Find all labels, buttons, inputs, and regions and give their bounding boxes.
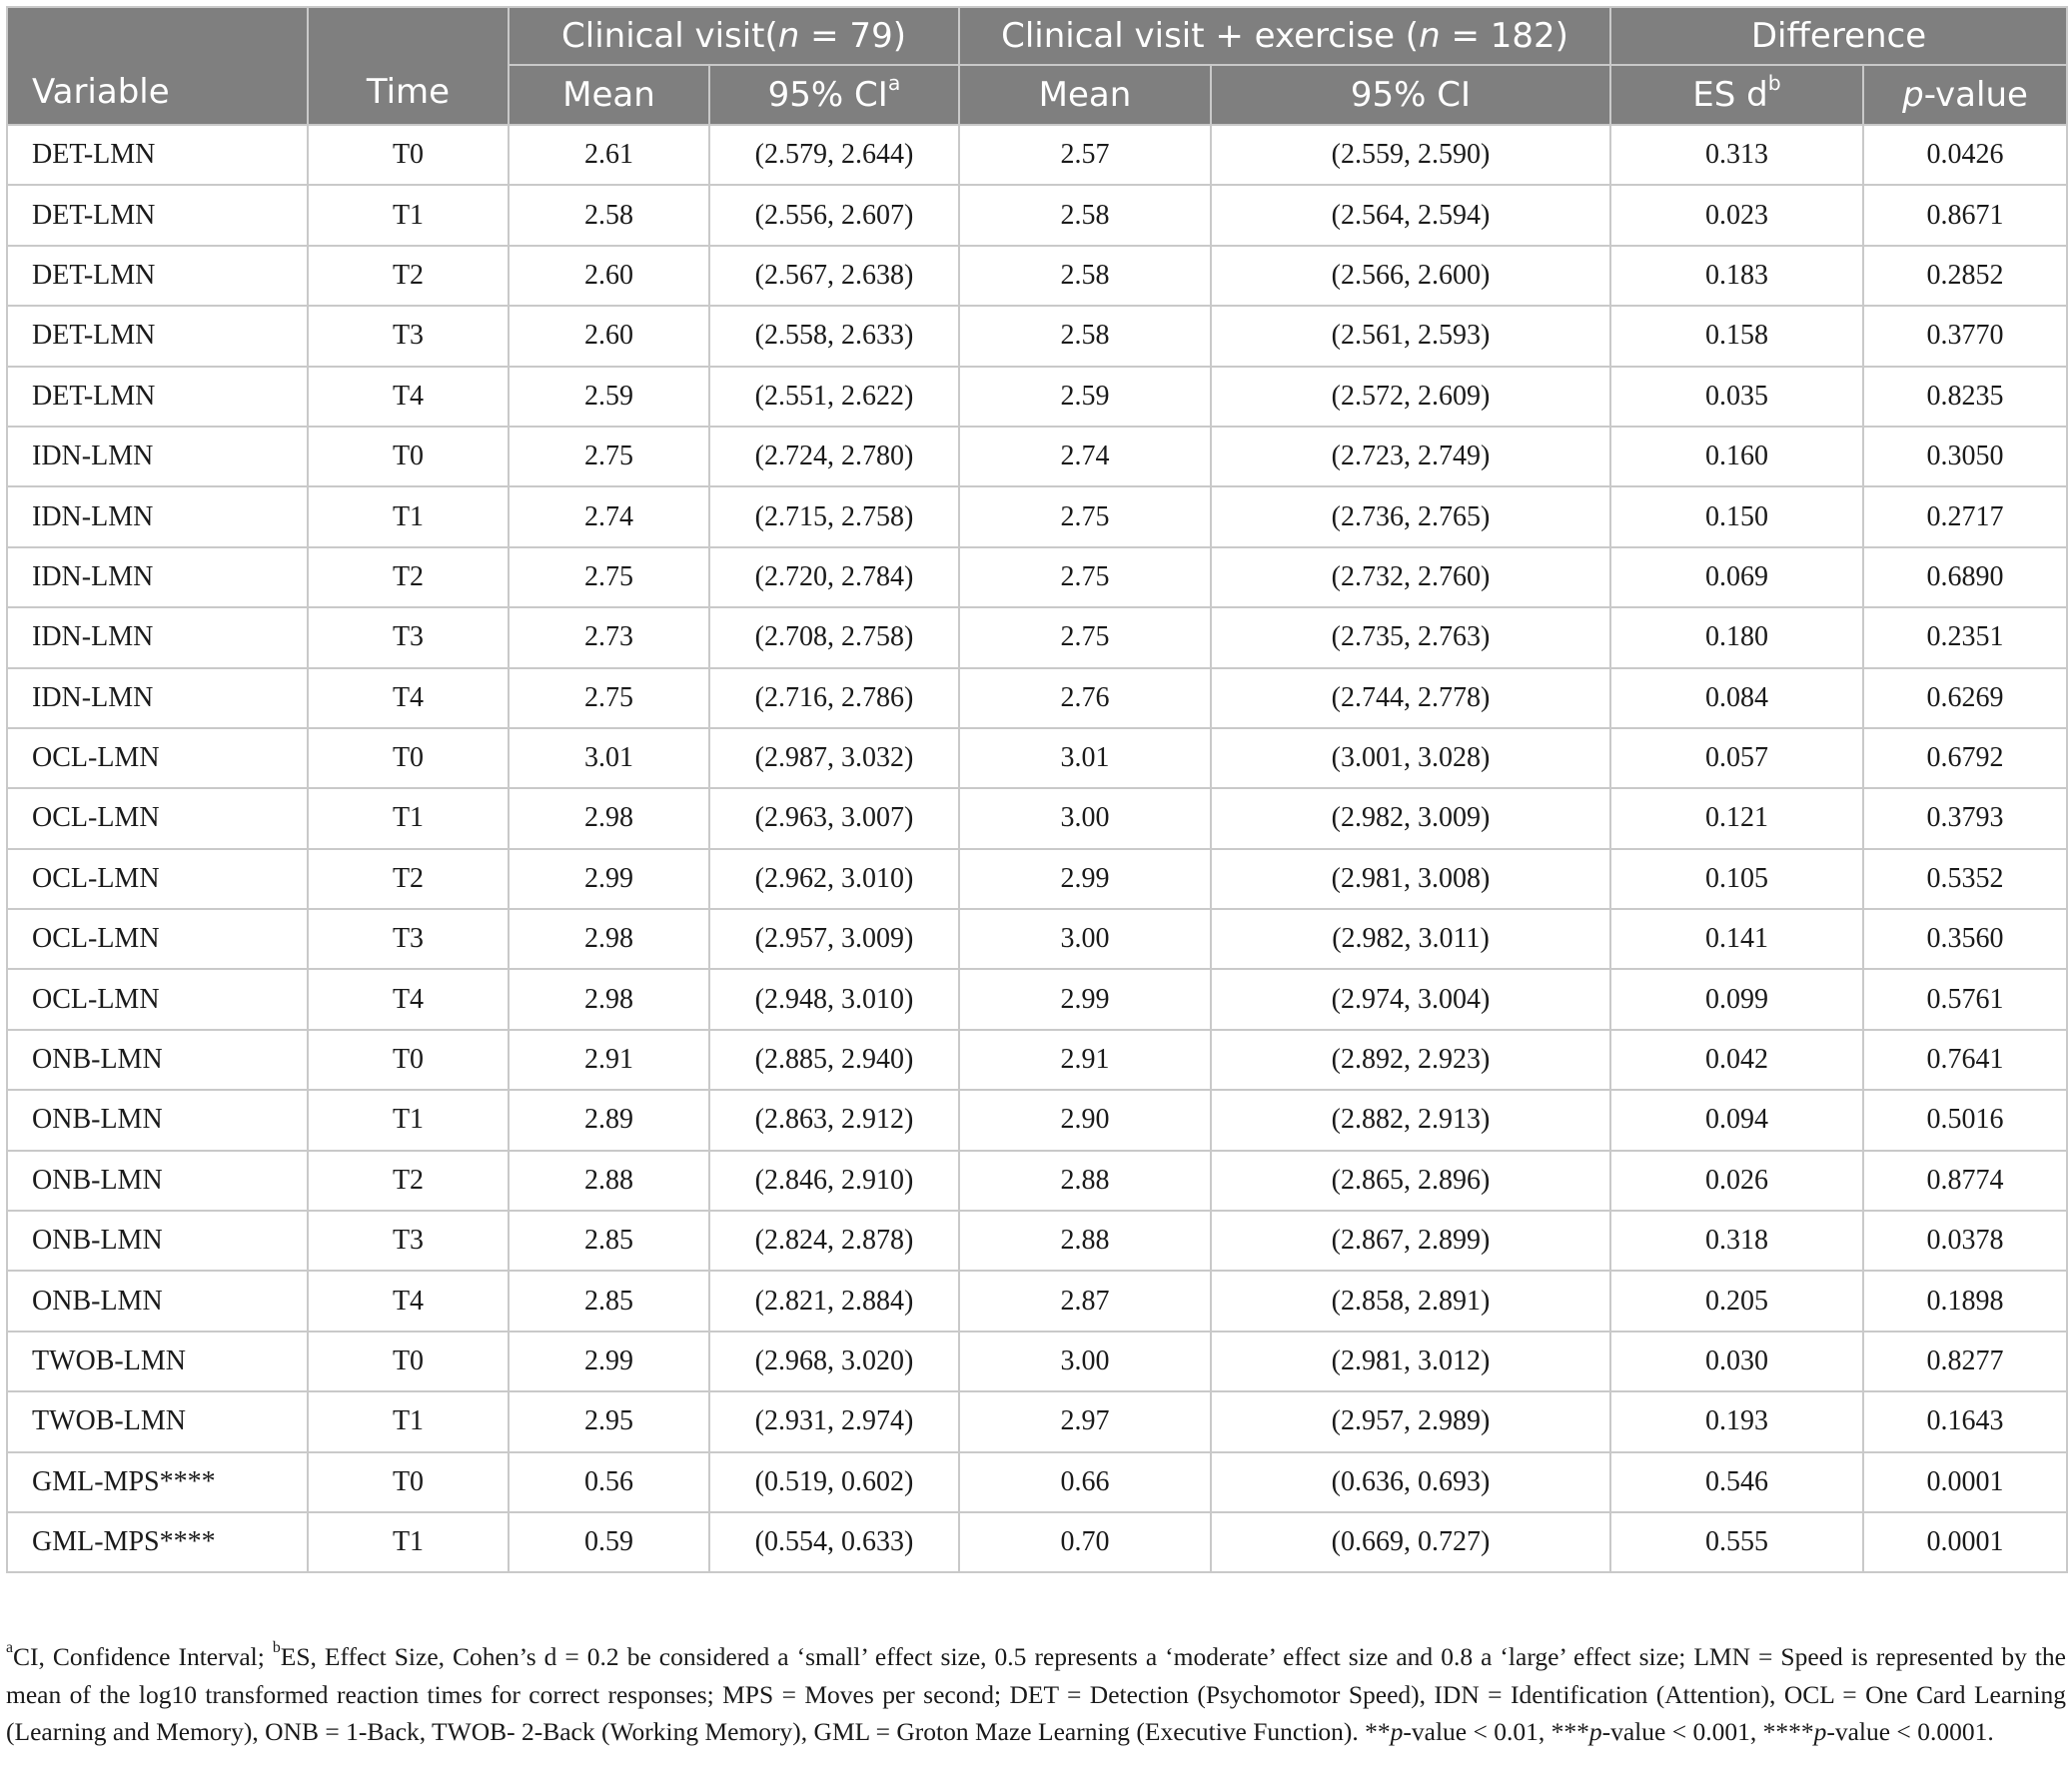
ci-exercise-cell: (2.736, 2.765) [1211,486,1610,546]
effect-size-cell: 0.141 [1610,909,1863,969]
ci-clinical-cell: (2.821, 2.884) [709,1271,959,1331]
effect-size-cell: 0.160 [1610,427,1863,486]
mean-clinical-cell: 2.74 [509,486,709,546]
mean-exercise-cell: 0.66 [959,1452,1211,1512]
p-value-cell: 0.8235 [1863,367,2067,427]
table-row [7,367,2067,427]
ci-clinical-cell: (2.863, 2.912) [709,1090,959,1150]
mean-clinical-cell: 2.75 [509,668,709,728]
variable-cell: OCL-LMN [7,909,308,969]
p-value-cell: 0.6890 [1863,547,2067,607]
table-footnote: $^a$CI, Confidence Interval; $^b$ES, Effect Size, Cohen’s d = 0.2 be considered a ‘small’ effect size, 0.5 represents a ‘moderate’ effect size and 0.8 a ‘large’ effect size; LMN = Speed is represented by the mean of the log10 transformed reaction times for correct responses; MPS = Moves per second; DET = Detection (Psychomotor Speed), IDN = Identification (Attention), OCL = One Card Learning (Learning and Memory), ONB = 1-Back, TWOB- 2-Back (Working Memory), GML = Groton Maze Learning (Executive Function). **p-value < 0.01, ***p-value < 0.001, ****p-value < 0.0001. [6,1639,2066,1746]
p-value-cell: 0.2852 [1863,246,2067,306]
ci-exercise-cell: (2.882, 2.913) [1211,1090,1610,1150]
ci-clinical-cell: (2.724, 2.780) [709,427,959,486]
variable-cell: IDN-LMN [7,668,308,728]
ci-exercise-cell: (2.564, 2.594) [1211,185,1610,245]
ci-exercise-cell: (2.561, 2.593) [1211,306,1610,366]
mean-exercise-cell: 2.88 [959,1211,1211,1271]
table-row [7,668,2067,728]
ci-clinical-cell: (0.554, 0.633) [709,1512,959,1572]
mean-exercise-cell: 2.58 [959,306,1211,366]
effect-size-cell: 0.035 [1610,367,1863,427]
table-row [7,1271,2067,1331]
p-value-cell: 0.2351 [1863,607,2067,667]
time-cell: T0 [308,125,509,185]
results-table-container [6,6,2066,1573]
time-header: Time [308,7,509,125]
ci-exercise-cell: (2.744, 2.778) [1211,668,1610,728]
mean-clinical-cell: 2.98 [509,969,709,1029]
ci-header-exercise: 95% CI [1211,65,1610,125]
ci-exercise-cell: (3.001, 3.028) [1211,728,1610,788]
mean-exercise-cell: 3.01 [959,728,1211,788]
p-value-cell: 0.0426 [1863,125,2067,185]
table-row [7,849,2067,909]
variable-cell: ONB-LMN [7,1151,308,1211]
time-cell: T1 [308,185,509,245]
ci-clinical-cell: (2.708, 2.758) [709,607,959,667]
mean-exercise-cell: 2.97 [959,1391,1211,1451]
p-value-cell: 0.1898 [1863,1271,2067,1331]
ci-clinical-cell: (2.846, 2.910) [709,1151,959,1211]
variable-header: Variable [7,7,308,125]
ci-clinical-cell: (2.715, 2.758) [709,486,959,546]
effect-size-cell: 0.193 [1610,1391,1863,1451]
table-row [7,1512,2067,1572]
mean-clinical-cell: 2.59 [509,367,709,427]
mean-exercise-cell: 2.75 [959,547,1211,607]
variable-cell: GML-MPS**** [7,1512,308,1572]
table-row [7,185,2067,245]
p-value-header: p-value [1863,65,2067,125]
p-value-cell: 0.5016 [1863,1090,2067,1150]
table-row [7,1030,2067,1090]
time-cell: T4 [308,367,509,427]
ci-clinical-cell: (2.948, 3.010) [709,969,959,1029]
p-value-cell: 0.3560 [1863,909,2067,969]
time-cell: T3 [308,1211,509,1271]
time-cell: T0 [308,427,509,486]
table-row [7,1090,2067,1150]
mean-clinical-cell: 2.91 [509,1030,709,1090]
time-cell: T1 [308,486,509,546]
mean-clinical-cell: 2.99 [509,1332,709,1391]
table-row [7,728,2067,788]
ci-exercise-cell: (2.957, 2.989) [1211,1391,1610,1451]
table-row [7,125,2067,185]
variable-cell: OCL-LMN [7,788,308,848]
mean-clinical-cell: 2.88 [509,1151,709,1211]
variable-cell: DET-LMN [7,125,308,185]
p-value-cell: 0.0001 [1863,1512,2067,1572]
mean-clinical-cell: 2.75 [509,547,709,607]
time-cell: T3 [308,306,509,366]
variable-cell: DET-LMN [7,306,308,366]
ci-exercise-cell: (2.559, 2.590) [1211,125,1610,185]
effect-size-cell: 0.318 [1610,1211,1863,1271]
mean-clinical-cell: 0.59 [509,1512,709,1572]
mean-exercise-cell: 2.90 [959,1090,1211,1150]
p-value-cell: 0.2717 [1863,486,2067,546]
table-row [7,1332,2067,1391]
mean-exercise-cell: 0.70 [959,1512,1211,1572]
ci-clinical-cell: (2.987, 3.032) [709,728,959,788]
table-row [7,909,2067,969]
effect-size-cell: 0.121 [1610,788,1863,848]
ci-exercise-cell: (0.669, 0.727) [1211,1512,1610,1572]
ci-exercise-cell: (2.892, 2.923) [1211,1030,1610,1090]
table-row [7,427,2067,486]
time-cell: T4 [308,1271,509,1331]
mean-header-clinical: Mean [509,65,709,125]
effect-size-cell: 0.094 [1610,1090,1863,1150]
ci-exercise-cell: (2.974, 3.004) [1211,969,1610,1029]
ci-exercise-cell: (2.865, 2.896) [1211,1151,1610,1211]
table-header [7,7,2067,125]
p-value-cell: 0.8277 [1863,1332,2067,1391]
time-cell: T1 [308,1090,509,1150]
mean-clinical-cell: 2.73 [509,607,709,667]
mean-exercise-cell: 2.58 [959,185,1211,245]
mean-exercise-cell: 3.00 [959,1332,1211,1391]
ci-clinical-cell: (2.957, 3.009) [709,909,959,969]
mean-exercise-cell: 2.57 [959,125,1211,185]
effect-size-cell: 0.183 [1610,246,1863,306]
ci-clinical-cell: (2.968, 3.020) [709,1332,959,1391]
variable-cell: ONB-LMN [7,1211,308,1271]
time-cell: T4 [308,969,509,1029]
p-value-cell: 0.5761 [1863,969,2067,1029]
effect-size-cell: 0.105 [1610,849,1863,909]
variable-cell: IDN-LMN [7,607,308,667]
table-row [7,306,2067,366]
effect-size-cell: 0.150 [1610,486,1863,546]
table-row [7,246,2067,306]
mean-exercise-cell: 2.75 [959,486,1211,546]
time-cell: T3 [308,909,509,969]
mean-exercise-cell: 3.00 [959,909,1211,969]
ci-clinical-cell: (2.720, 2.784) [709,547,959,607]
ci-exercise-cell: (2.867, 2.899) [1211,1211,1610,1271]
variable-cell: ONB-LMN [7,1030,308,1090]
variable-cell: IDN-LMN [7,427,308,486]
time-cell: T4 [308,668,509,728]
ci-exercise-cell: (2.735, 2.763) [1211,607,1610,667]
mean-exercise-cell: 2.74 [959,427,1211,486]
ci-clinical-cell: (2.885, 2.940) [709,1030,959,1090]
mean-clinical-cell: 3.01 [509,728,709,788]
mean-exercise-cell: 3.00 [959,788,1211,848]
effect-size-cell: 0.180 [1610,607,1863,667]
variable-cell: OCL-LMN [7,969,308,1029]
p-value-cell: 0.6792 [1863,728,2067,788]
table-row [7,1452,2067,1512]
effect-size-cell: 0.313 [1610,125,1863,185]
time-cell: T2 [308,547,509,607]
ci-clinical-cell: (2.558, 2.633) [709,306,959,366]
effect-size-cell: 0.026 [1610,1151,1863,1211]
variable-cell: OCL-LMN [7,849,308,909]
p-value-cell: 0.8671 [1863,185,2067,245]
ci-clinical-cell: (2.567, 2.638) [709,246,959,306]
mean-clinical-cell: 2.99 [509,849,709,909]
table-row [7,969,2067,1029]
ci-exercise-cell: (2.981, 3.008) [1211,849,1610,909]
ci-clinical-cell: (2.716, 2.786) [709,668,959,728]
time-cell: T1 [308,1391,509,1451]
ci-clinical-cell: (2.824, 2.878) [709,1211,959,1271]
mean-clinical-cell: 0.56 [509,1452,709,1512]
mean-clinical-cell: 2.75 [509,427,709,486]
mean-clinical-cell: 2.95 [509,1391,709,1451]
table-body [7,125,2067,1572]
mean-exercise-cell: 2.87 [959,1271,1211,1331]
mean-exercise-cell: 2.58 [959,246,1211,306]
time-cell: T0 [308,1452,509,1512]
ci-exercise-cell: (2.732, 2.760) [1211,547,1610,607]
time-cell: T0 [308,1030,509,1090]
results-table [6,6,2068,1573]
time-cell: T2 [308,246,509,306]
mean-clinical-cell: 2.98 [509,909,709,969]
ci-clinical-cell: (0.519, 0.602) [709,1452,959,1512]
effect-size-cell: 0.205 [1610,1271,1863,1331]
p-value-cell: 0.7641 [1863,1030,2067,1090]
p-value-cell: 0.1643 [1863,1391,2067,1451]
ci-clinical-cell: (2.962, 3.010) [709,849,959,909]
mean-clinical-cell: 2.85 [509,1271,709,1331]
variable-cell: IDN-LMN [7,486,308,546]
table-row [7,1151,2067,1211]
ci-exercise-cell: (2.723, 2.749) [1211,427,1610,486]
variable-cell: OCL-LMN [7,728,308,788]
p-value-cell: 0.3770 [1863,306,2067,366]
variable-cell: ONB-LMN [7,1090,308,1150]
effect-size-header: ES $d^b$ [1610,65,1863,125]
variable-cell: TWOB-LMN [7,1332,308,1391]
effect-size-cell: 0.084 [1610,668,1863,728]
time-cell: T0 [308,728,509,788]
mean-clinical-cell: 2.60 [509,306,709,366]
ci-exercise-cell: (2.566, 2.600) [1211,246,1610,306]
effect-size-cell: 0.555 [1610,1512,1863,1572]
time-cell: T0 [308,1332,509,1391]
table-row [7,547,2067,607]
time-cell: T1 [308,788,509,848]
effect-size-cell: 0.099 [1610,969,1863,1029]
ci-exercise-cell: (2.858, 2.891) [1211,1271,1610,1331]
effect-size-cell: 0.069 [1610,547,1863,607]
p-value-cell: 0.6269 [1863,668,2067,728]
ci-exercise-cell: (2.981, 3.012) [1211,1332,1610,1391]
ci-clinical-cell: (2.556, 2.607) [709,185,959,245]
mean-exercise-cell: 2.59 [959,367,1211,427]
ci-clinical-cell: (2.931, 2.974) [709,1391,959,1451]
variable-cell: DET-LMN [7,246,308,306]
effect-size-cell: 0.546 [1610,1452,1863,1512]
difference-group-header: Difference [1610,7,2067,65]
mean-clinical-cell: 2.98 [509,788,709,848]
effect-size-cell: 0.023 [1610,185,1863,245]
mean-exercise-cell: 2.88 [959,1151,1211,1211]
variable-cell: IDN-LMN [7,547,308,607]
time-cell: T2 [308,849,509,909]
mean-header-exercise: Mean [959,65,1211,125]
time-cell: T2 [308,1151,509,1211]
p-value-cell: 0.5352 [1863,849,2067,909]
ci-exercise-cell: (2.982, 3.009) [1211,788,1610,848]
p-value-cell: 0.0378 [1863,1211,2067,1271]
mean-exercise-cell: 2.99 [959,849,1211,909]
ci-exercise-cell: (2.572, 2.609) [1211,367,1610,427]
ci-clinical-cell: (2.963, 3.007) [709,788,959,848]
p-value-cell: 0.0001 [1863,1452,2067,1512]
variable-cell: ONB-LMN [7,1271,308,1331]
clinical-visit-group-header: Clinical visit(n = 79) [509,7,959,65]
mean-exercise-cell: 2.75 [959,607,1211,667]
mean-clinical-cell: 2.85 [509,1211,709,1271]
variable-cell: DET-LMN [7,367,308,427]
table-row [7,486,2067,546]
mean-exercise-cell: 2.76 [959,668,1211,728]
effect-size-cell: 0.158 [1610,306,1863,366]
time-cell: T3 [308,607,509,667]
clinical-visit-exercise-group-header: Clinical visit + exercise (n = 182) [959,7,1610,65]
variable-cell: TWOB-LMN [7,1391,308,1451]
ci-clinical-cell: (2.579, 2.644) [709,125,959,185]
table-row [7,788,2067,848]
effect-size-cell: 0.057 [1610,728,1863,788]
mean-exercise-cell: 2.91 [959,1030,1211,1090]
ci-header-clinical: 95% $CI^a$ [709,65,959,125]
mean-exercise-cell: 2.99 [959,969,1211,1029]
time-cell: T1 [308,1512,509,1572]
table-row [7,1211,2067,1271]
ci-clinical-cell: (2.551, 2.622) [709,367,959,427]
mean-clinical-cell: 2.58 [509,185,709,245]
ci-exercise-cell: (0.636, 0.693) [1211,1452,1610,1512]
table-row [7,1391,2067,1451]
mean-clinical-cell: 2.61 [509,125,709,185]
mean-clinical-cell: 2.89 [509,1090,709,1150]
p-value-cell: 0.8774 [1863,1151,2067,1211]
p-value-cell: 0.3793 [1863,788,2067,848]
table-row [7,607,2067,667]
variable-cell: DET-LMN [7,185,308,245]
variable-cell: GML-MPS**** [7,1452,308,1512]
mean-clinical-cell: 2.60 [509,246,709,306]
effect-size-cell: 0.030 [1610,1332,1863,1391]
p-value-cell: 0.3050 [1863,427,2067,486]
effect-size-cell: 0.042 [1610,1030,1863,1090]
ci-exercise-cell: (2.982, 3.011) [1211,909,1610,969]
